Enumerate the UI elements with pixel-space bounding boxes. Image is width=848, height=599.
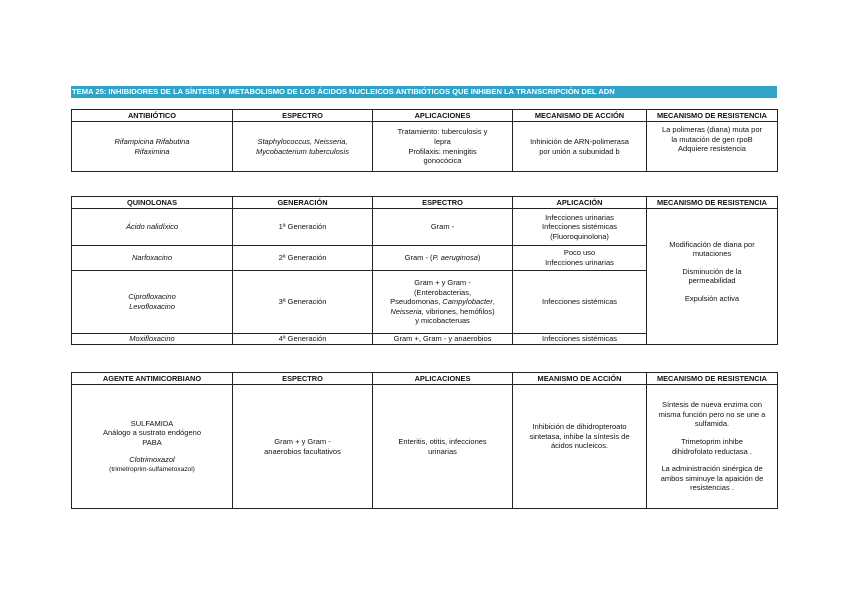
text-line (375, 307, 510, 317)
header-aplicacion: APLICACIÓN (513, 197, 647, 209)
text-line: mutaciones (692, 249, 732, 259)
text-part: ) (477, 253, 481, 263)
text-line: Staphylococcus, Neisseria, (257, 136, 348, 146)
cell-aplicacion (513, 246, 647, 271)
table-header-row (72, 373, 778, 385)
text-line: Rifaximina (134, 146, 170, 156)
cell-mecanismo-accion (513, 122, 647, 172)
text-line: ambos siminuye la apaición de (660, 473, 764, 483)
cell-generacion: 2ª Generación (233, 246, 373, 271)
text-line: Profilaxis: meningitis (408, 146, 477, 156)
header-mecanismo-accion: MEANISMO DE ACCIÓN (513, 373, 647, 385)
header-espectro: ESPECTRO (233, 110, 373, 122)
header-aplicaciones: APLICACIONES (373, 110, 513, 122)
text-line: Síntesis de nueva enzima con (661, 400, 763, 410)
text-line: PABA (142, 437, 162, 447)
cell-aplicaciones (373, 122, 513, 172)
header-mecanismo-accion: MECANISMO DE ACCIÓN (513, 110, 647, 122)
text-line: misma función pero no se une a (658, 409, 766, 419)
rifamycin-table (71, 109, 778, 172)
text-line: Expulsión activa (684, 293, 740, 303)
cell-espectro (233, 385, 373, 509)
text-line: Clotrimoxazol (129, 455, 175, 465)
cell-aplicacion: Infecciones sistémicas (513, 334, 647, 345)
sulfonamide-table (71, 372, 778, 509)
text-line: dihidrofolato reductasa . (671, 446, 753, 456)
header-generacion: GENERACIÓN (233, 197, 373, 209)
header-agente: AGENTE ANTIMICORBIANO (72, 373, 233, 385)
text-line: sintetasa, inhibe la síntesis de (529, 431, 630, 441)
cell-antibiotico (72, 122, 233, 172)
cell-aplicacion: Infecciones sistémicas (513, 271, 647, 334)
text-line: Infecciones urinarias (545, 212, 614, 222)
quinolones-table (71, 196, 778, 345)
cell-quinolona (72, 246, 233, 271)
text-line: Inhinición de ARN-polimerasa (530, 136, 629, 146)
text-line: Trimetoprim inhibe (681, 436, 743, 446)
text-line: La polimeras (diana) muta por (661, 125, 763, 134)
cell-quinolona (72, 209, 233, 246)
cell-generacion: 1ª Generación (233, 209, 373, 246)
text-line: Infecciones sistémicas (541, 222, 618, 232)
text-line: urinarias (428, 446, 457, 456)
table-header-row (72, 197, 778, 209)
text-line: (trimetroprim-sulfametoxazol) (109, 465, 195, 473)
cell-espectro: Gram +, Gram - y anaerobios (373, 334, 513, 345)
text-line: Moxifloxacino (129, 334, 175, 344)
text-line: anaerobios facultativos (264, 446, 341, 456)
table-row (72, 122, 778, 172)
text-part: Pseudomonas, (390, 297, 443, 307)
topic-banner: TEMA 25: INHIBIDORES DE LA SÍNTESIS Y METABOLISMO DE LOS ÁCIDOS NUCLEICOS ANTIBIÓTICOS QUE INHIBEN LA TRANSCRIPCIÓN DEL ADN (71, 86, 777, 98)
text-line: Infecciones urinarias (545, 258, 614, 267)
table-row (72, 385, 778, 509)
cell-generacion: 4ª Generación (233, 334, 373, 345)
text-line: Rifampicina Rifabutina (114, 136, 190, 146)
text-line: (Fluoroquinolona) (550, 231, 609, 241)
text-line: la mutación de gen rpoB (671, 134, 753, 144)
text-line: Análogo a sustrato endógeno (103, 428, 201, 438)
cell-aplicacion (513, 209, 647, 246)
text-line: La administración sinérgica de (661, 464, 763, 474)
text-line: (Enterobacterias, (413, 287, 472, 297)
cell-quinolona (72, 334, 233, 345)
text-line: y micobacteruas (415, 316, 470, 326)
cell-espectro (233, 122, 373, 172)
cell-generacion: 3ª Generación (233, 271, 373, 334)
header-mecanismo-resistencia: MECANISMO DE RESISTENCIA (647, 373, 778, 385)
text-part: P. aeruginosa (432, 253, 478, 263)
header-espectro: ESPECTRO (373, 197, 513, 209)
text-line (375, 297, 510, 307)
table-header-row (72, 110, 778, 122)
text-part: Neisseria (390, 306, 422, 316)
header-aplicaciones: APLICACIONES (373, 373, 513, 385)
cell-mecanismo-resistencia (647, 209, 778, 345)
text-line: Narfoxacino (131, 253, 173, 263)
cell-mecanismo-resistencia (647, 122, 778, 172)
cell-aplicaciones (373, 385, 513, 509)
text-line: Tratamiento: tuberculosis y (397, 127, 488, 137)
text-line: gonocócica (423, 156, 462, 166)
table-row (72, 209, 778, 246)
text-line: Adquiere resistencia (678, 144, 746, 154)
header-antibiotico: ANTIBIÓTICO (72, 110, 233, 122)
text-line: Levofloxacino (129, 302, 175, 311)
text-part: Campylobacter (442, 297, 493, 307)
text-part: , (492, 297, 495, 307)
cell-espectro (373, 271, 513, 334)
text-line: resistencias . (690, 483, 734, 493)
cell-espectro: Gram - (373, 209, 513, 246)
header-espectro: ESPECTRO (233, 373, 373, 385)
cell-mecanismo-resistencia (647, 385, 778, 509)
text-line: Ácido nalidíxico (125, 222, 179, 232)
cell-mecanismo-accion (513, 385, 647, 509)
header-mecanismo-resistencia: MECANISMO DE RESISTENCIA (647, 197, 778, 209)
text-line: Mycobacterium tuberculosis (256, 146, 349, 156)
text-part: Gram - ( (404, 253, 433, 263)
header-mecanismo-resistencia: MECANISMO DE RESISTENCIA (647, 110, 778, 122)
text-line: Ciprofloxacino (128, 292, 176, 302)
text-line: Modificación de diana por (669, 239, 755, 249)
text-line: permeabilidad (688, 276, 736, 286)
text-line: Inhibición de dihidropteroato (532, 422, 627, 432)
text-line: Disminución de la (682, 266, 742, 276)
text-line: sulfamida. (694, 419, 730, 429)
text-line: por unión a subunidad b (539, 146, 620, 156)
text-line: Gram + y Gram - (414, 278, 471, 288)
text-part: , vibriones, hemófilos) (421, 306, 495, 316)
text-line: SULFAMIDA (130, 418, 174, 428)
header-quinolonas: QUINOLONAS (72, 197, 233, 209)
text-line: Enteritis, otitis, infecciones (398, 436, 487, 446)
text-line: Gram + y Gram - (274, 436, 331, 446)
text-line: Poco uso (563, 248, 596, 258)
text-line: lepra (434, 136, 451, 146)
cell-espectro (373, 246, 513, 271)
cell-agente (72, 385, 233, 509)
text-line: ácidos nucleicos. (550, 441, 609, 451)
cell-quinolona (72, 271, 233, 334)
